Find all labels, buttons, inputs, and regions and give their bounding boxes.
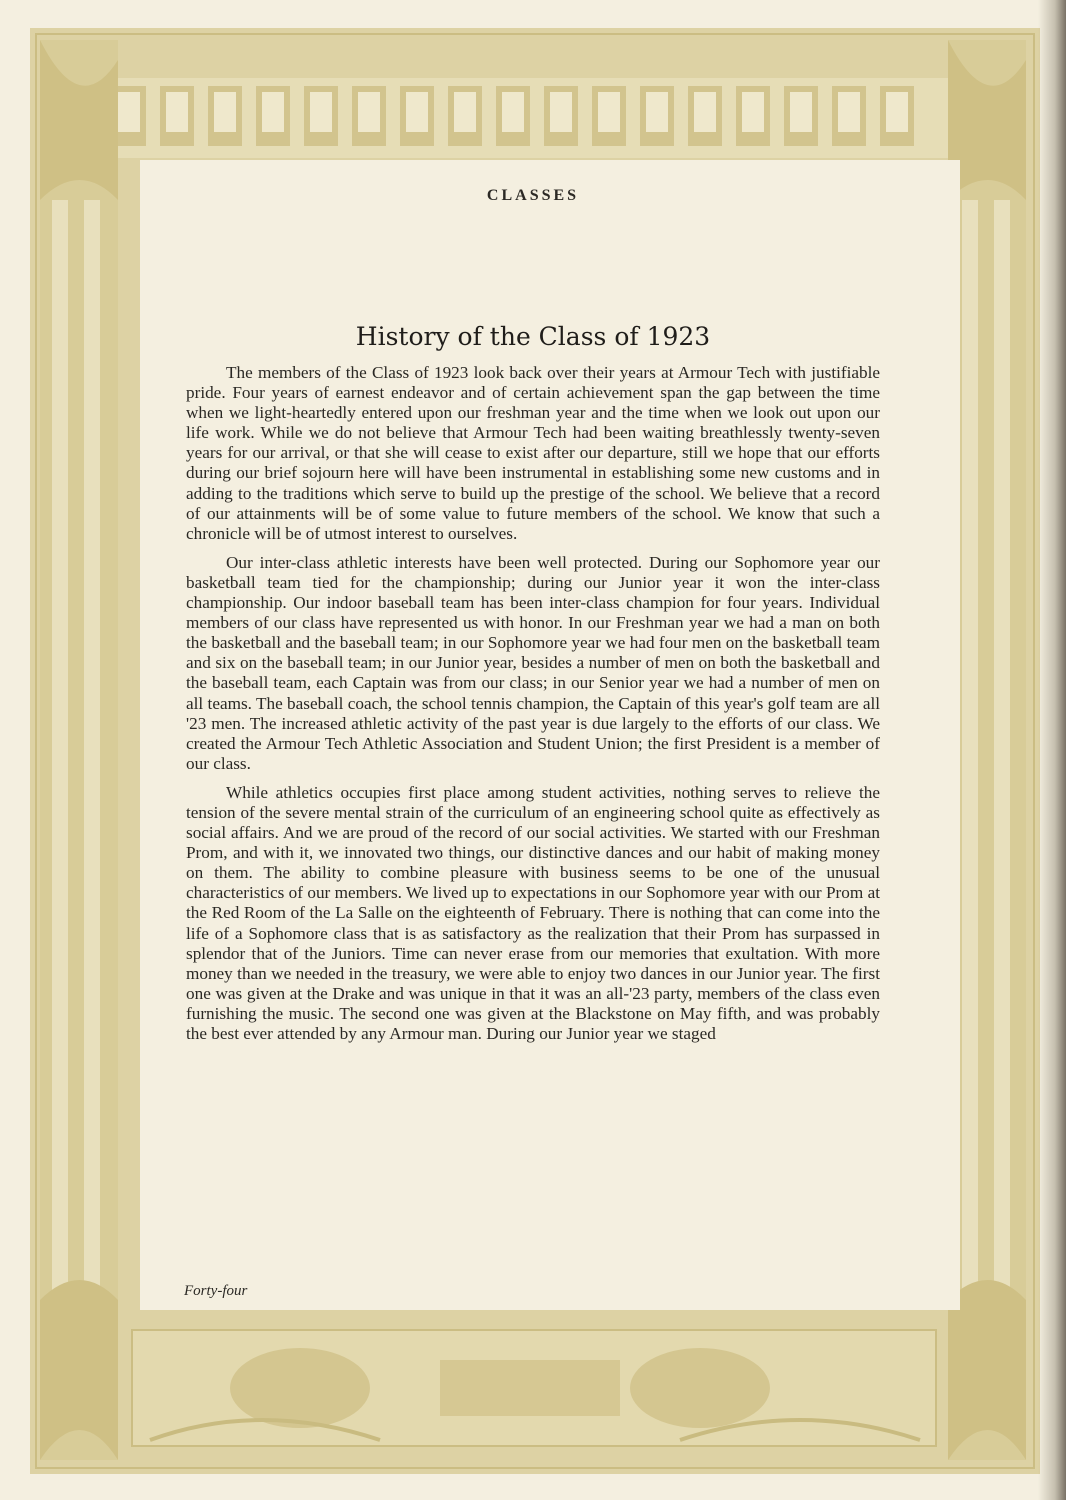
page-number: Forty-four: [184, 1283, 248, 1299]
bottom-frieze: [120, 1318, 948, 1458]
article-body: [186, 363, 880, 1053]
top-frieze: [95, 78, 965, 158]
running-head: CLASSES: [486, 187, 580, 204]
paragraph-1: The members of the Class of 1923 look back over their years at Armour Tech with justifiable pride. Four years of earnest endeavor and of certain achievement span the gap between the time when we light-heartedly entered upon our freshman year and the time when we look out upon our life work. While we do not believe that Armour Tech had been waiting breathlessly twenty-seven years for our arrival, or that she will cease to exist after our departure, still we hope that our efforts during our brief sojourn here will have been instrumental in establishing some new customs and in adding to the traditions which serve to build up the prestige of the school. We believe that a record of our attainments will be of some value to future members of the school. We know that such a chronicle will be of utmost interest to ourselves.: [186, 363, 880, 543]
binding-shadow: [1038, 0, 1066, 1500]
left-column: [40, 40, 118, 1460]
paragraph-2: Our inter-class athletic interests have been well protected. During our Sophomore year our basketball team tied for the championship; during our Junior year it won the inter-class championship. Our indoor baseball team has been inter-class champion for four years. Individual members of our class have represented us with honor. In our Freshman year we had a man on both the basketball and the baseball team; in our Sophomore year we had four men on the basketball team and six on the baseball team; in our Junior year, besides a number of men on both the basketball and the baseball team, each Captain was from our class; in our Senior year we had a number of men on all teams. The baseball coach, the school tennis champion, the Captain of this year's golf team are all '23 men. The increased athletic activity of the past year is due largely to the efforts of our class. We created the Armour Tech Athletic Association and Student Union; the first President is a member of our class.: [186, 552, 880, 773]
page-title: History of the Class of 1923: [355, 322, 711, 351]
paragraph-3: While athletics occupies first place among student activities, nothing serves to relieve the tension of the severe mental strain of the curriculum of an engineering school quite as effectively as social affairs. And we are proud of the record of our social activities. We started with our Freshman Prom, and with it, we innovated two things, our distinctive dances and our habit of making money on them. The ability to combine pleasure with business seems to be one of the unusual characteristics of our members. We lived up to expectations in our Sophomore year with our Prom at the Red Room of the La Salle on the eighteenth of February. There is nothing that can come into the life of a Sophomore class that is as satisfactory as the realization that their Prom has surpassed in splendor that of the Juniors. Time can never erase from our memories that exultation. With more money than we needed in the treasury, we were able to enjoy two dances in our Junior year. The first one was given at the Drake and was unique in that it was an all-'23 party, members of the class even furnishing the music. The second one was given at the Blackstone on May fifth, and was probably the best ever attended by any Armour man. During our Junior year we staged: [186, 782, 880, 1043]
